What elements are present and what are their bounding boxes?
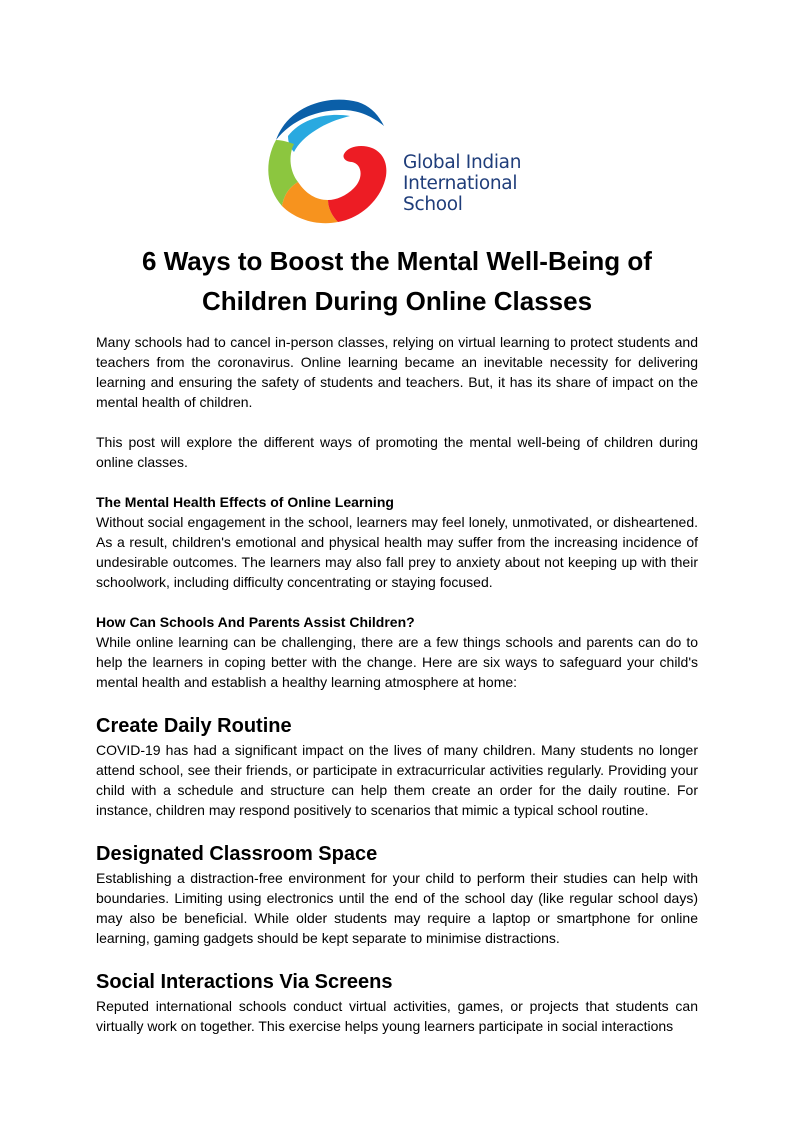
school-logo-mark-icon [258,92,394,228]
assist-paragraph: While online learning can be challenging, there are a few things schools and parents can do to help the learners in coping better with the change. Here are six ways to safeguard your child's mental health and establish a healthy learning atmosphere at home: [96,634,698,690]
space-heading: Designated Classroom Space [96,843,378,865]
space-paragraph: Establishing a distraction-free environment for your child to perform their studies can help with boundaries. Limiting using electronics until the end of the school day (like regular school days) may also be beneficial. While older students may require a laptop or smartphone for online learning, gaming gadgets should be kept separate to minimise distractions. [96,870,698,946]
intro-paragraph-1: Many schools had to cancel in-person classes, relying on virtual learning to protect students and teachers from the coronavirus. Online learning became an inevitable necessity for delivering learning and ensuring the safety of students and teachers. But, it has its share of impact on the mental health of children. [96,334,698,410]
routine-heading: Create Daily Routine [96,715,292,737]
page-title-line-1: 6 Ways to Boost the Mental Well-Being of [142,246,652,276]
school-name-line-3: School [403,194,463,215]
routine-paragraph: COVID-19 has had a significant impact on the lives of many children. Many students no longer attend school, see their friends, or participate in extracurricular activities regularly. Providing your child with a schedule and structure can help them create an order for the daily routine. For instance, children may respond positively to scenarios that mimic a typical school routine. [96,742,698,818]
effects-heading: The Mental Health Effects of Online Learning [96,494,394,510]
school-logo [258,92,548,228]
effects-paragraph: Without social engagement in the school, learners may feel lonely, unmotivated, or disheartened. As a result, children's emotional and physical health may suffer from the increasing incidence of undesirable outcomes. The learners may also fall prey to anxiety about not keeping up with their schoolwork, including difficulty concentrating or staying focused. [96,514,698,590]
logo-red-swirl [328,146,386,222]
page-title [96,241,698,321]
school-name-line-2: International [403,173,518,194]
assist-heading: How Can Schools And Parents Assist Children? [96,614,415,630]
social-paragraph: Reputed international schools conduct virtual activities, games, or projects that students can virtually work on together. This exercise helps young learners participate in social interactions [96,998,698,1034]
school-name [403,152,553,215]
article-body [96,332,698,1036]
intro-paragraph-2: This post will explore the different ways of promoting the mental well-being of children during online classes. [96,434,698,470]
page-title-line-2: Children During Online Classes [201,286,593,316]
social-heading: Social Interactions Via Screens [96,971,393,993]
school-name-line-1: Global Indian [403,152,522,173]
